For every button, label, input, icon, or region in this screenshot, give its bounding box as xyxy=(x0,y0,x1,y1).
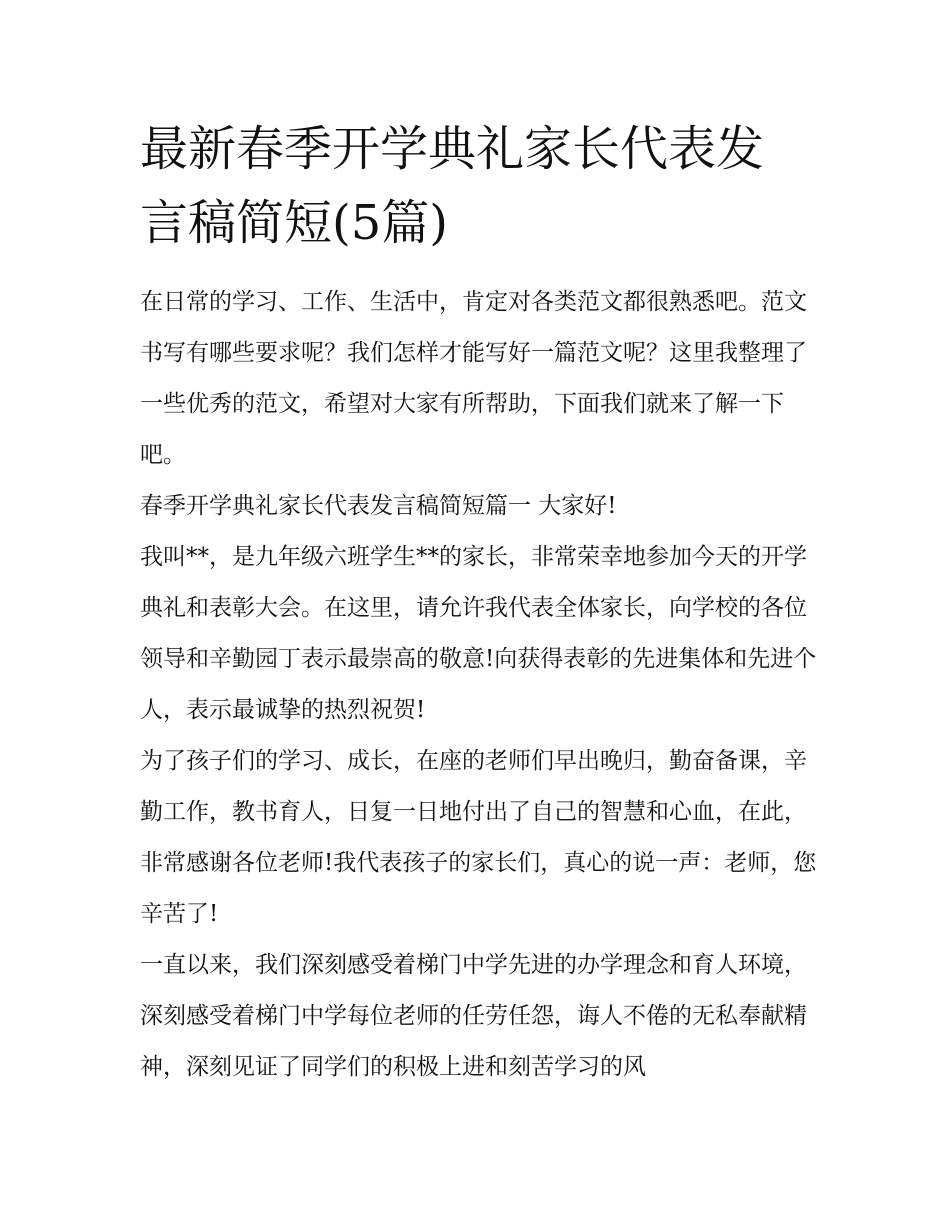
body-paragraph: 我叫**，是九年级六班学生**的家长，非常荣幸地参加今天的开学典礼和表彰大会。在这里，请允许我代表全体家长，向学校的各位领导和辛勤园丁表示最崇高的敬意!向获得表彰的先进集体和先进个人，表示最诚挚的热烈祝贺! xyxy=(140,544,817,723)
section-heading-paragraph: 春季开学典礼家长代表发言稿简短篇一 大家好! xyxy=(140,493,617,519)
body-paragraph: 一直以来，我们深刻感受着梯门中学先进的办学理念和育人环境，深刻感受着梯门中学每位老师的任劳任怨，诲人不倦的无私奉献精神，深刻见证了同学们的积极上进和刻苦学习的风 xyxy=(140,952,807,1080)
title-line-2: 言稿简短(5篇) xyxy=(140,195,448,251)
body-paragraph: 为了孩子们的学习、成长，在座的老师们早出晚归，勤奋备课，辛勤工作，教书育人，日复一日地付出了自己的智慧和心血，在此，非常感谢各位老师!我代表孩子的家长们，真心的说一声：老师，您辛苦了! xyxy=(140,748,817,927)
document-title xyxy=(140,112,830,260)
intro-paragraph: 在日常的学习、工作、生活中，肯定对各类范文都很熟悉吧。范文书写有哪些要求呢？我们怎样才能写好一篇范文呢？这里我整理了一些优秀的范文，希望对大家有所帮助，下面我们就来了解一下吧。 xyxy=(140,289,807,468)
document-body xyxy=(140,277,820,1093)
title-line-1: 最新春季开学典礼家长代表发 xyxy=(140,121,765,177)
